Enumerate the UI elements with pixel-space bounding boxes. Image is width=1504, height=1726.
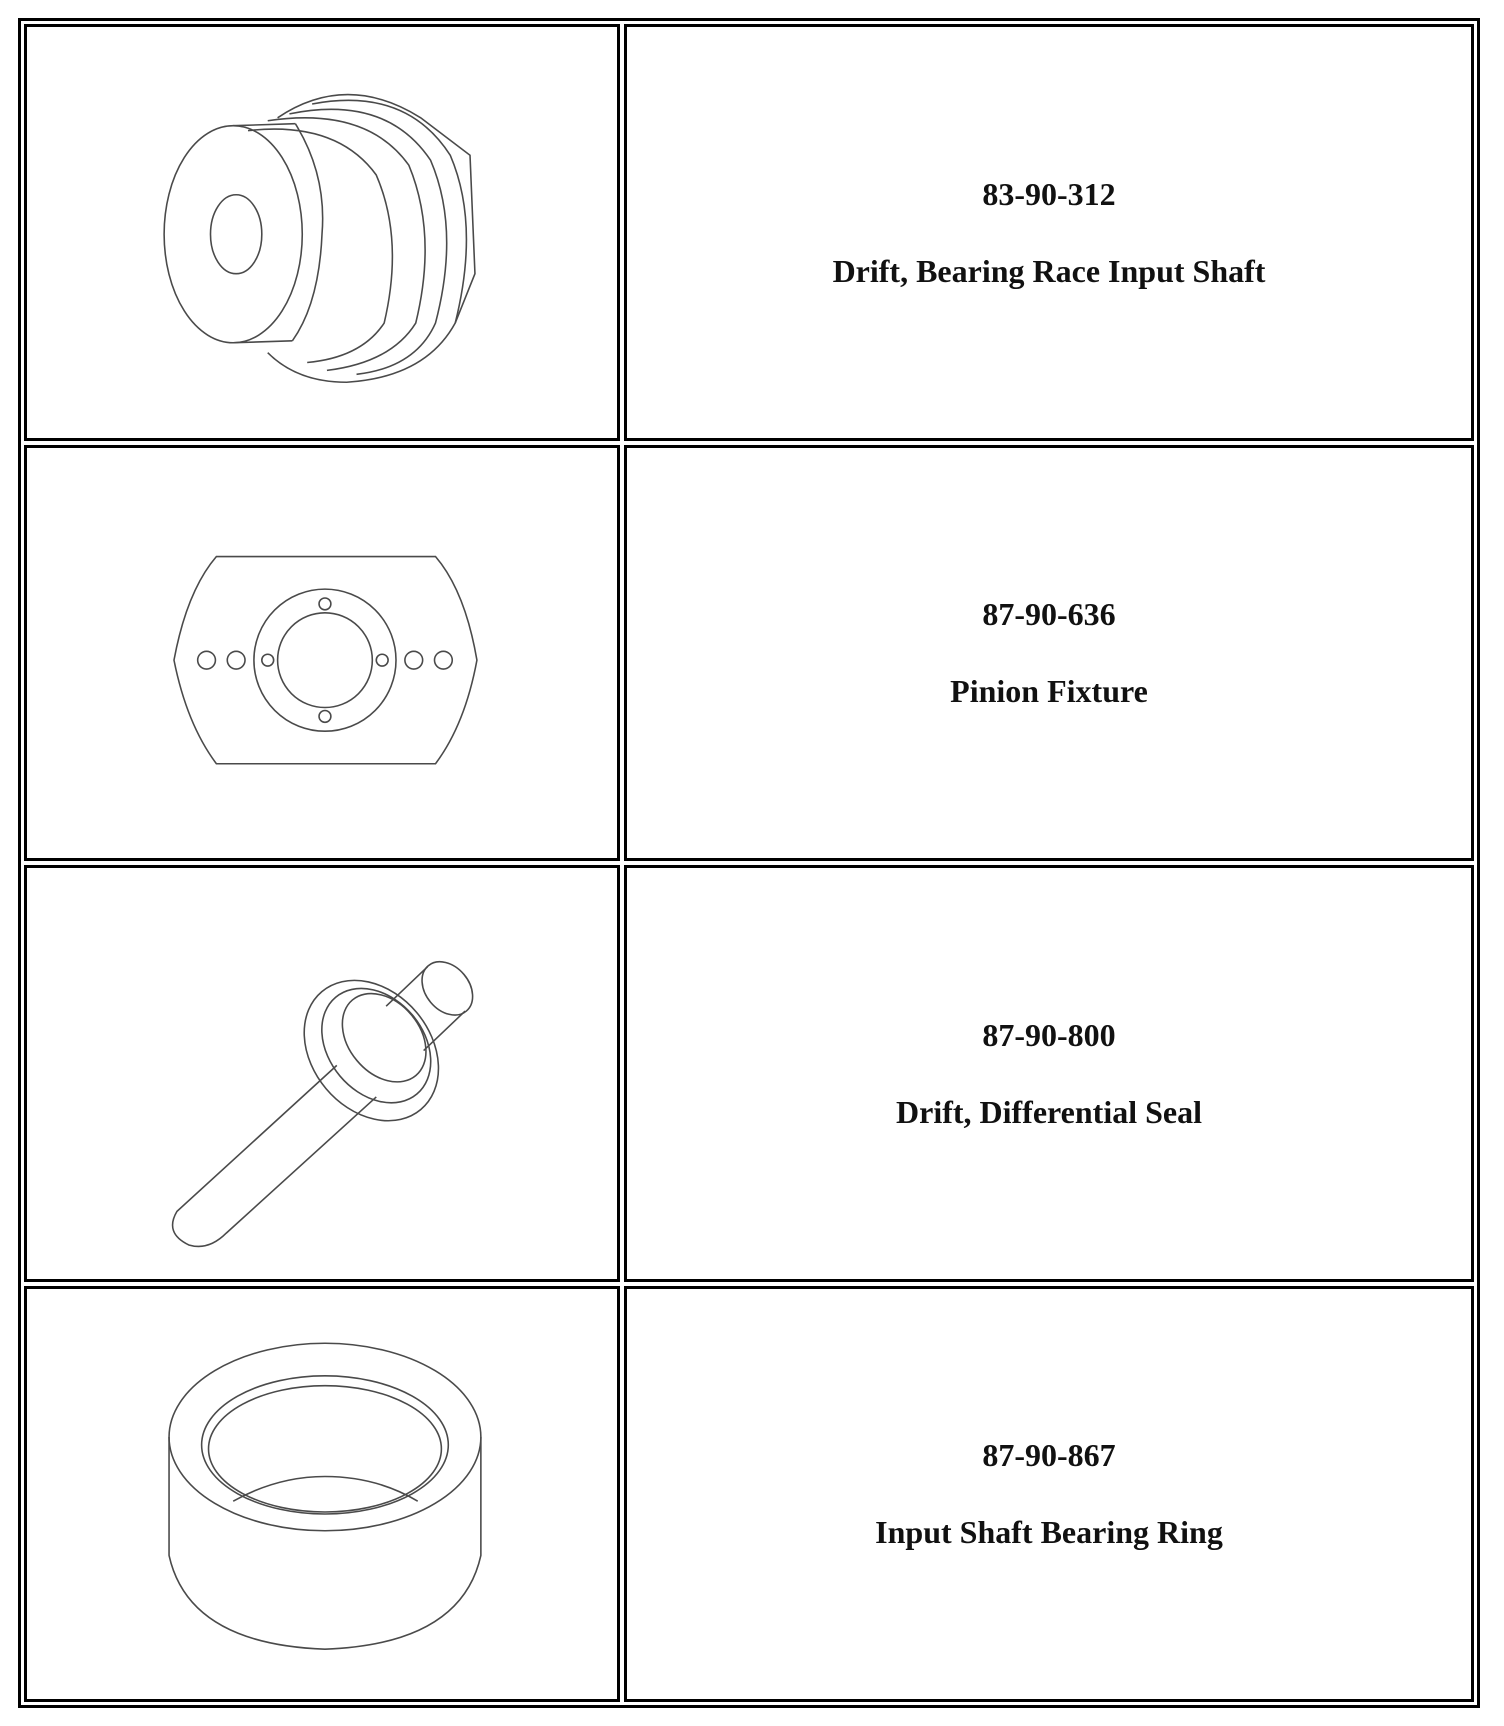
part-number: 87-90-800 — [982, 1016, 1116, 1053]
tool-description-cell — [624, 24, 1474, 441]
tool-description-cell — [624, 445, 1474, 862]
bearing-race-drift-icon — [27, 27, 617, 438]
part-name: Pinion Fixture — [950, 673, 1148, 710]
part-number: 83-90-312 — [982, 175, 1116, 212]
pinion-fixture-icon — [27, 448, 617, 859]
special-tools-table — [18, 18, 1480, 1708]
bearing-ring-icon — [27, 1289, 617, 1700]
part-number: 87-90-867 — [982, 1437, 1116, 1474]
tool-image-cell — [24, 445, 620, 862]
tool-description-cell — [624, 865, 1474, 1282]
part-name: Drift, Bearing Race Input Shaft — [832, 252, 1266, 289]
part-number: 87-90-636 — [982, 596, 1116, 633]
tool-image-cell — [24, 865, 620, 1282]
part-name: Input Shaft Bearing Ring — [875, 1514, 1223, 1551]
differential-seal-drift-icon — [27, 868, 617, 1279]
tool-description-cell — [624, 1286, 1474, 1703]
part-name: Drift, Differential Seal — [896, 1093, 1202, 1130]
tool-image-cell — [24, 24, 620, 441]
tool-image-cell — [24, 1286, 620, 1703]
